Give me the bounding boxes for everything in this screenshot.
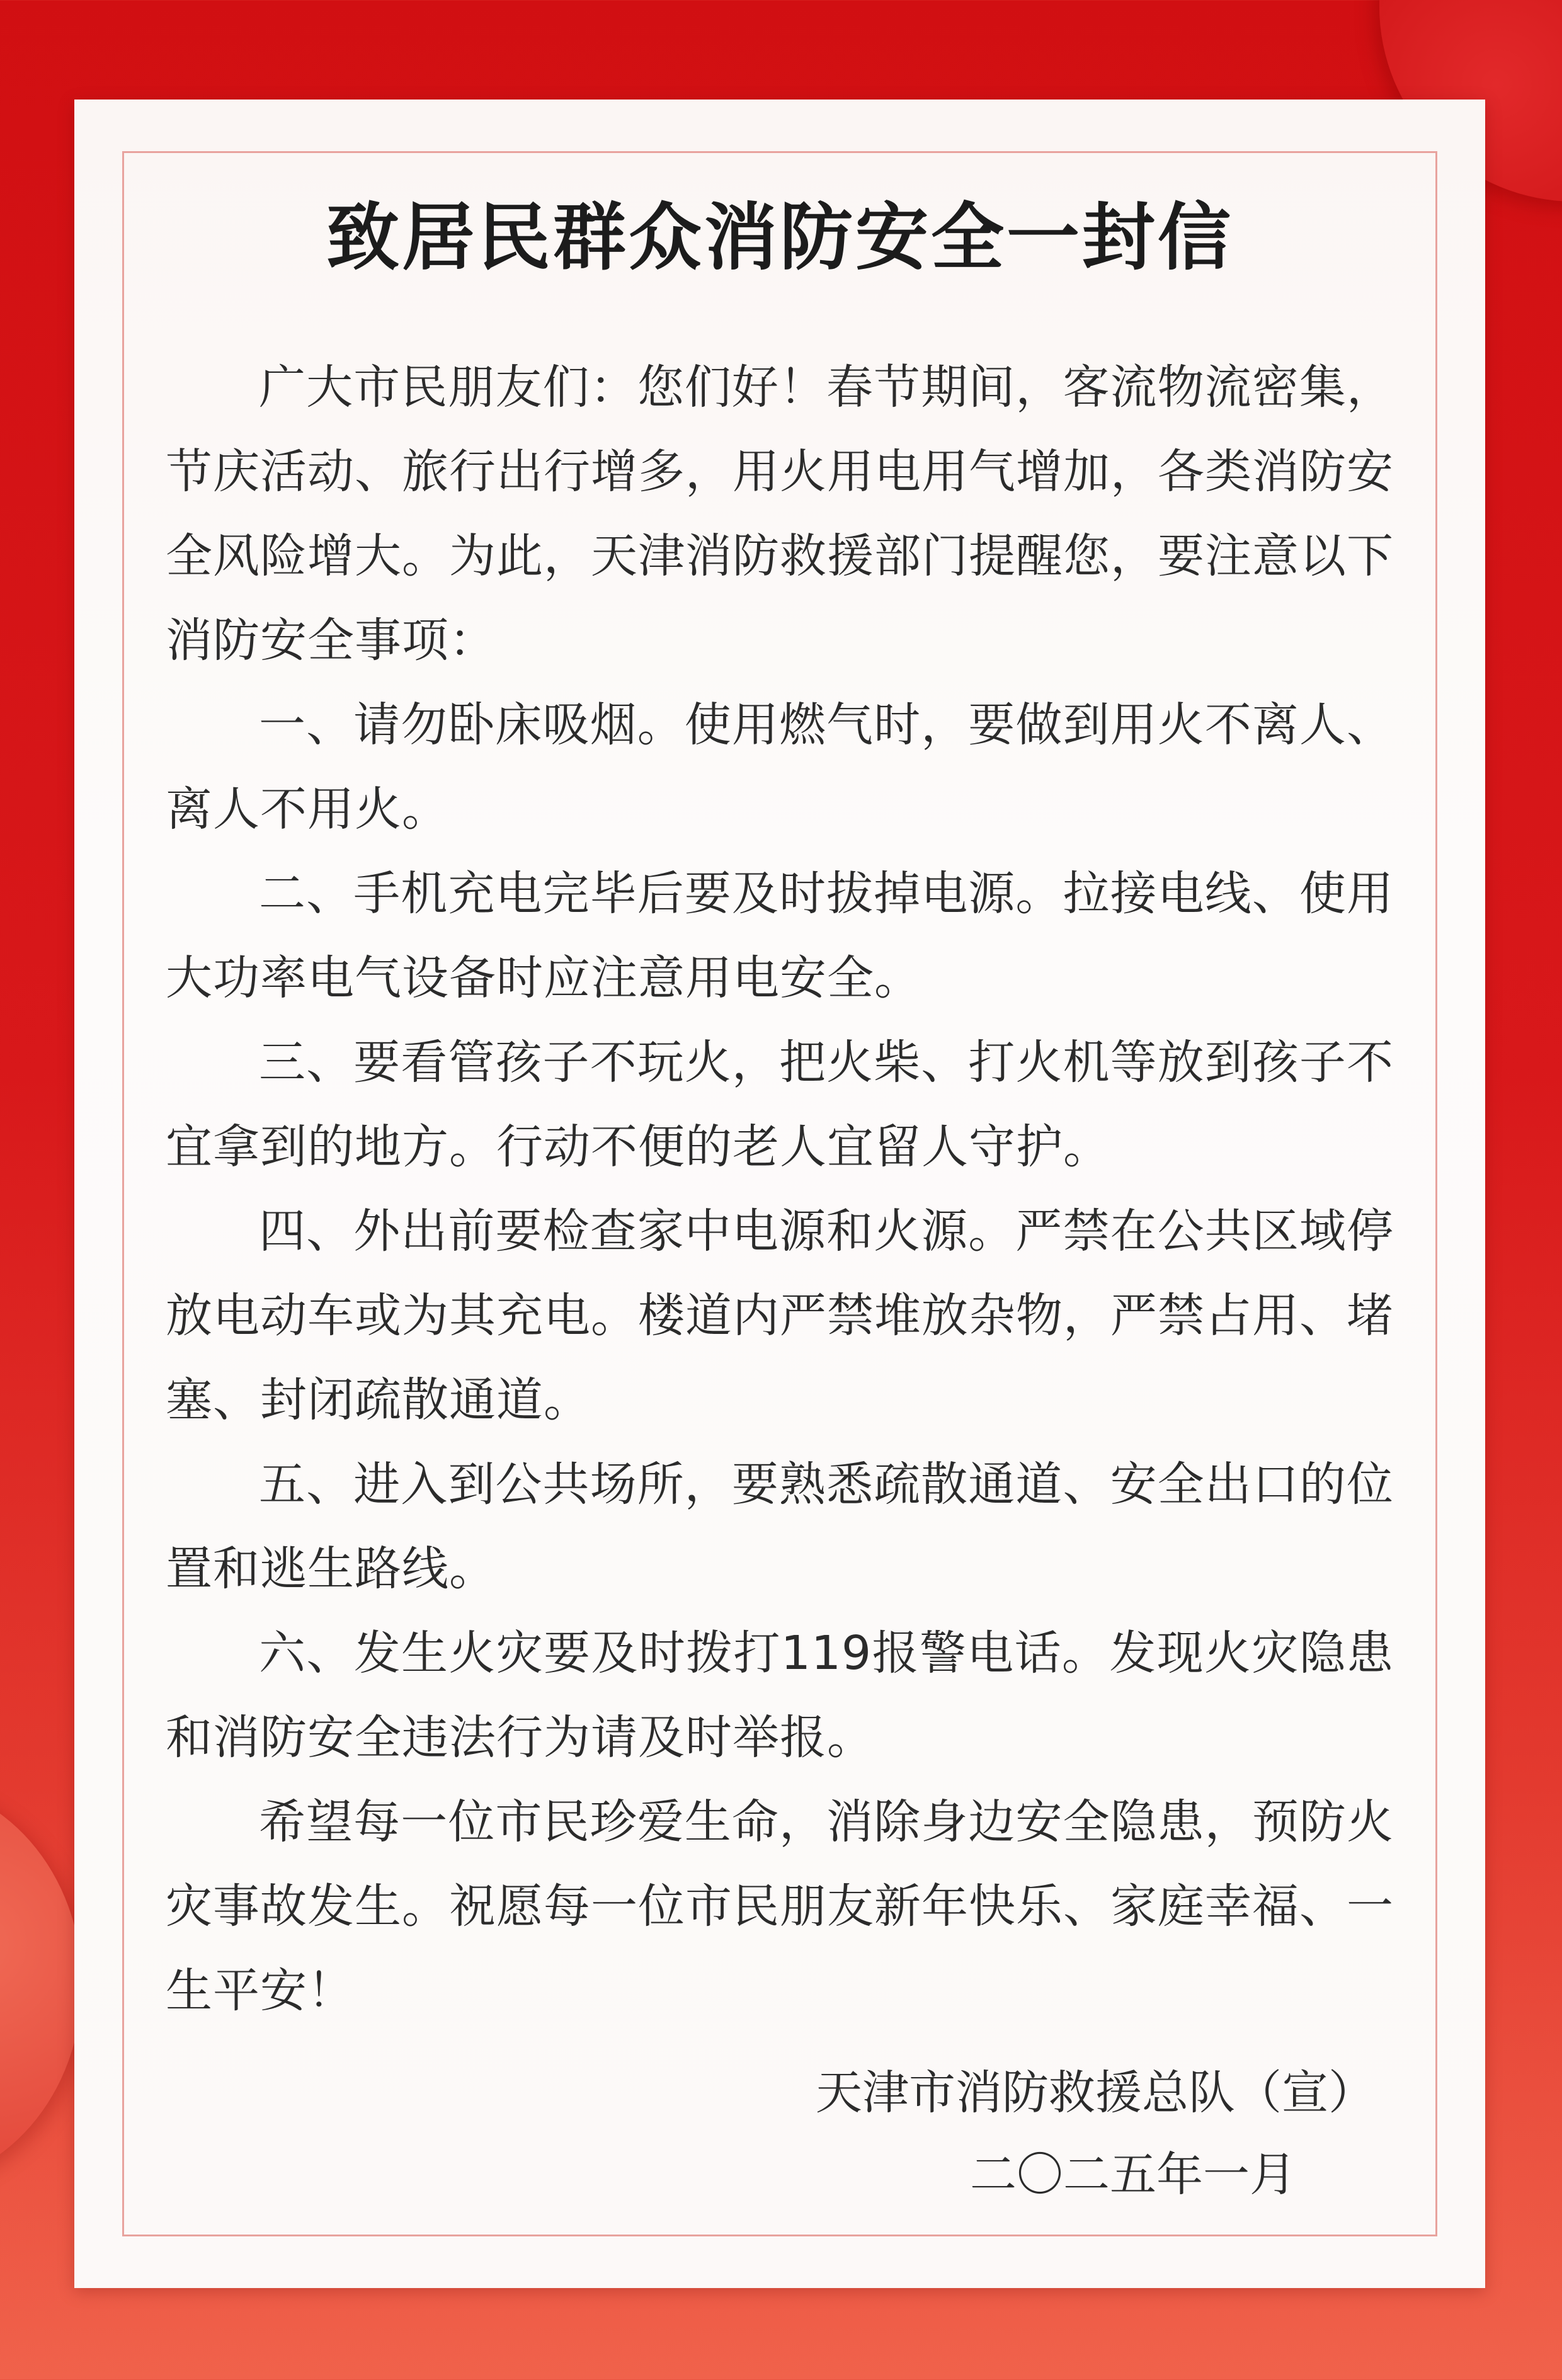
signature-date: 二〇二五年一月 xyxy=(970,2148,1296,2202)
paragraph-item-5: 五、进入到公共场所，要熟悉疏散通道、安全出口的位置和逃生路线。 xyxy=(166,1457,1394,1596)
decorative-circle-left xyxy=(0,1782,82,2185)
signature-organization: 天津市消防救援总队（宣） xyxy=(816,2066,1375,2120)
paragraph-item-6: 六、发生火灾要及时拨打119报警电话。发现火灾隐患和消防安全违法行为请及时举报。 xyxy=(166,1626,1394,1765)
paragraph-item-2: 二、手机充电完毕后要及时拔掉电源。拉接电线、使用大功率电气设备时应注意用电安全。 xyxy=(166,867,1394,1005)
letter-body xyxy=(166,345,1394,2033)
paragraph-intro: 广大市民朋友们：您们好！春节期间，客流物流密集，节庆活动、旅行出行增多，用火用电用气增加，各类消防安全风险增大。为此，天津消防救援部门提醒您，要注意以下消防安全事项： xyxy=(166,360,1394,668)
letter-card xyxy=(74,100,1485,2288)
paragraph-item-1: 一、请勿卧床吸烟。使用燃气时，要做到用火不离人、离人不用火。 xyxy=(166,698,1394,836)
paragraph-item-4: 四、外出前要检查家中电源和火源。严禁在公共区域停放电动车或为其充电。楼道内严禁堆放杂物，严禁占用、堵塞、封闭疏散通道。 xyxy=(166,1204,1394,1427)
signature-block xyxy=(816,2052,1375,2216)
paragraph-closing: 希望每一位市民珍爱生命，消除身边安全隐患，预防火灾事故发生。祝愿每一位市民朋友新年快乐、家庭幸福、一生平安！ xyxy=(166,1795,1394,2018)
paragraph-item-3: 三、要看管孩子不玩火，把火柴、打火机等放到孩子不宜拿到的地方。行动不便的老人宜留人守护。 xyxy=(166,1035,1394,1174)
letter-title: 致居民群众消防安全一封信 xyxy=(326,195,1233,280)
